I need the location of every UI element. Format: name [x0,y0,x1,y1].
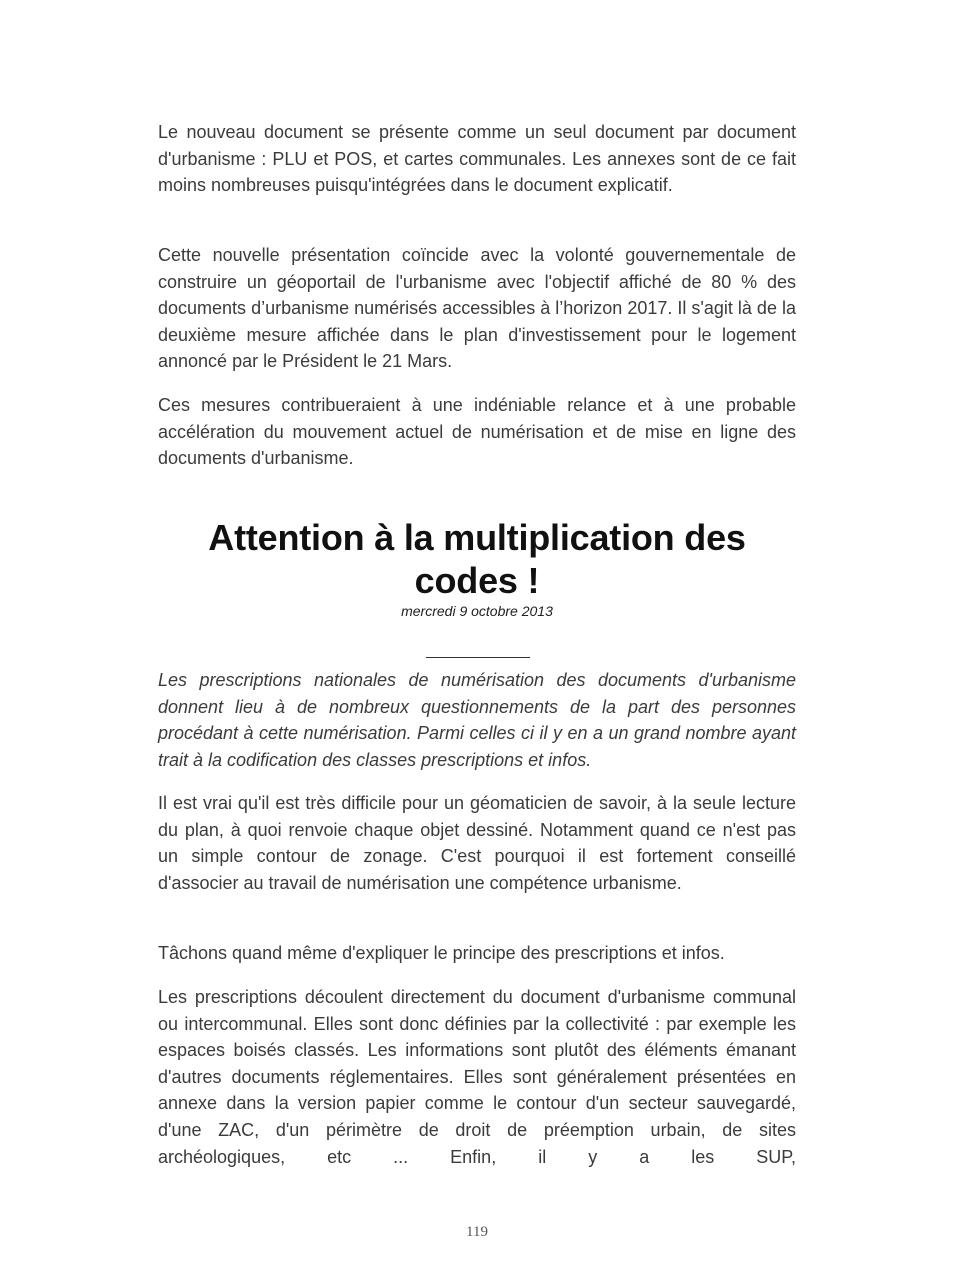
paragraph [158,119,796,199]
article-title: Attention à la multiplication des codes ! [208,517,746,601]
paragraph [158,940,796,967]
paragraph [158,790,796,896]
paragraph-text: Il est vrai qu'il est très difficile pour un géomaticien de savoir, à la seule lecture du plan, à quoi renvoie chaque objet dessiné. Notamment quand ce n'est pas un simple contour de zonage. C'est pourquoi il est fortement conseillé d'associer au travail de numérisation une compétence urbanisme. [158,793,796,893]
paragraph-text: Cette nouvelle présentation coïncide avec la volonté gouvernementale de construire un géoportail de l'urbanisme avec l'objectif affiché de 80 % des documents d’urbanisme numérisés accessibles à l’horizon 2017. Il s'agit là de la deuxième mesure affichée dans le plan d'investissement pour le logement annoncé par le Président le 21 Mars. [158,245,796,372]
separator-rule [426,657,530,658]
paragraph [158,392,796,472]
paragraph [158,984,796,1170]
paragraph-text: Tâchons quand même d'expliquer le principe des prescriptions et infos. [158,943,725,963]
paragraph [158,242,796,375]
intro-text: Les prescriptions nationales de numérisation des documents d'urbanisme donnent lieu à de nombreux questionnements de la part des personnes procédant à cette numérisation. Parmi celles ci il y en a un grand nombre ayant trait à la codification des classes prescriptions et infos. [158,670,796,770]
paragraph-text: Les prescriptions découlent directement du document d'urbanisme communal ou intercommunal. Elles sont donc définies par la collectivité : par exemple les espaces boisés classés. Les informations sont plutôt des éléments émanant d'autres documents réglementaires. Elles sont généralement présentées en annexe dans la version papier comme le contour d'un secteur sauvegardé, d'une ZAC, d'un périmètre de droit de préemption urbain, de sites archéologiques, etc ... Enfin, il y a les SUP, [158,987,796,1167]
paragraph-text: Ces mesures contribueraient à une indéniable relance et à une probable accélération du mouvement actuel de numérisation et de mise en ligne des documents d'urbanisme. [158,395,796,469]
article-intro [158,667,796,773]
page-number: 119 [466,1224,488,1240]
article-date: mercredi 9 octobre 2013 [401,603,553,619]
paragraph-text: Le nouveau document se présente comme un seul document par document d'urbanisme : PLU et POS, et cartes communales. Les annexes sont de ce fait moins nombreuses puisqu'intégrées dans le document explicatif. [158,122,796,196]
